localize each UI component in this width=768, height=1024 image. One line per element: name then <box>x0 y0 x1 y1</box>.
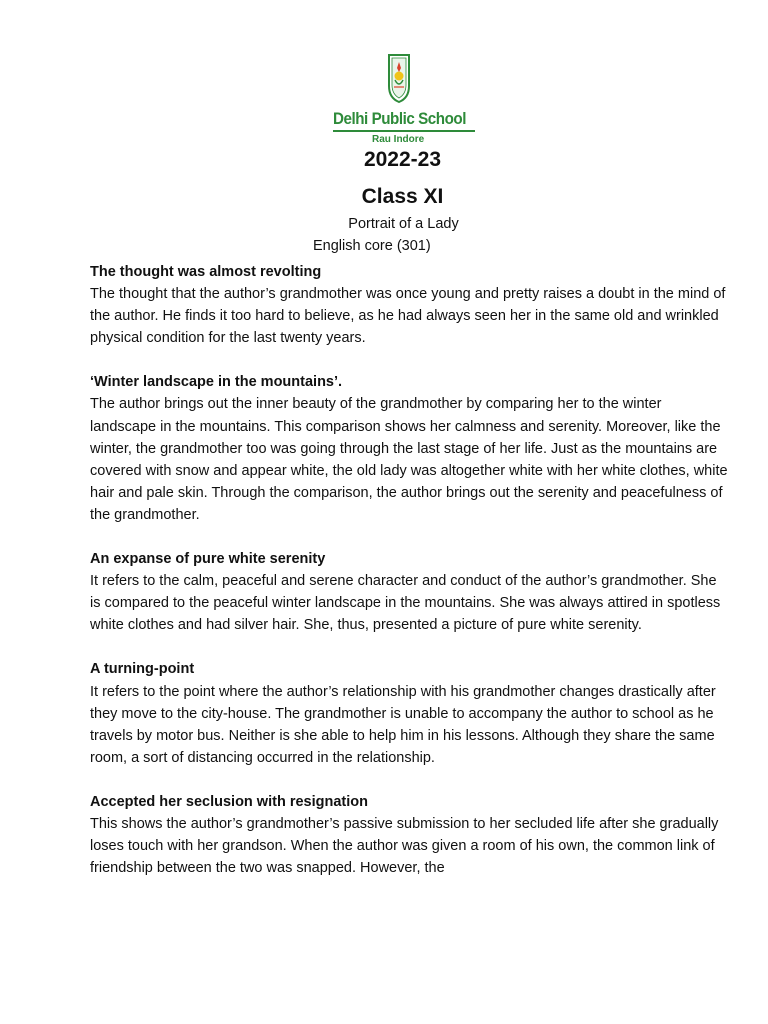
school-name: Delhi Public School <box>333 110 466 128</box>
section-heading: Accepted her seclusion with resignation <box>90 793 368 810</box>
school-location: Rau Indore <box>372 134 425 145</box>
section <box>90 548 730 636</box>
school-crest-logo <box>386 52 412 104</box>
class-title: Class XI <box>361 185 444 208</box>
section-heading: An expanse of pure white serenity <box>90 551 326 568</box>
section-body: It refers to the point where the author’s relationship with his grandmother changes drastically after they move to the city-house. The grandmother is unable to accompany the author to school as he travels by motor bus. Neither is she able to help him in his lessons. Although they share the same room, a sort of distancing occurred in the relationship. <box>90 683 716 766</box>
document-body <box>90 261 730 901</box>
section <box>90 371 730 526</box>
section-heading: A turning-point <box>90 661 195 678</box>
section-body: This shows the author’s grandmother’s passive submission to her secluded life after she gradually loses touch with her grandson. When the author was given a room of his own, the common link of friendship between the two was snapped. However, the <box>90 815 719 877</box>
section-body: It refers to the calm, peaceful and serene character and conduct of the author’s grandmother. She is compared to the peaceful winter landscape in the mountains. She was always attired in spotless white clothes and had silver hair. She, thus, presented a picture of pure white serenity. <box>90 573 721 634</box>
academic-year: 2022-23 <box>363 148 442 171</box>
section-heading: ‘Winter landscape in the mountains’. <box>90 374 343 391</box>
section <box>90 261 730 349</box>
section <box>90 658 730 768</box>
section-body: The author brings out the inner beauty of the grandmother by comparing her to the winter landscape in the mountains. This comparison shows her calmness and serenity. Moreover, like the winter, the grandmother too was going through the last stage of her life. Just as the mountains are covered with snow and appear white, the old lady was altogether white with her white clothes, white hair and pale skin. Through the comparison, the author brings out the serenity and peacefulness of the grandmother. <box>90 396 728 523</box>
subject-code: English core (301) <box>313 238 431 254</box>
section <box>90 791 730 879</box>
section-heading: The thought was almost revolting <box>90 264 322 280</box>
section-body: The thought that the author’s grandmother was once young and pretty raises a doubt in the mind of the author. He finds it too hard to believe, as he had always seen her in the same old and wrinkled physical condition for the last twenty years. <box>90 286 726 347</box>
chapter-title: Portrait of a Lady <box>348 216 459 232</box>
school-name-underline <box>333 130 475 132</box>
document-header <box>0 50 768 260</box>
